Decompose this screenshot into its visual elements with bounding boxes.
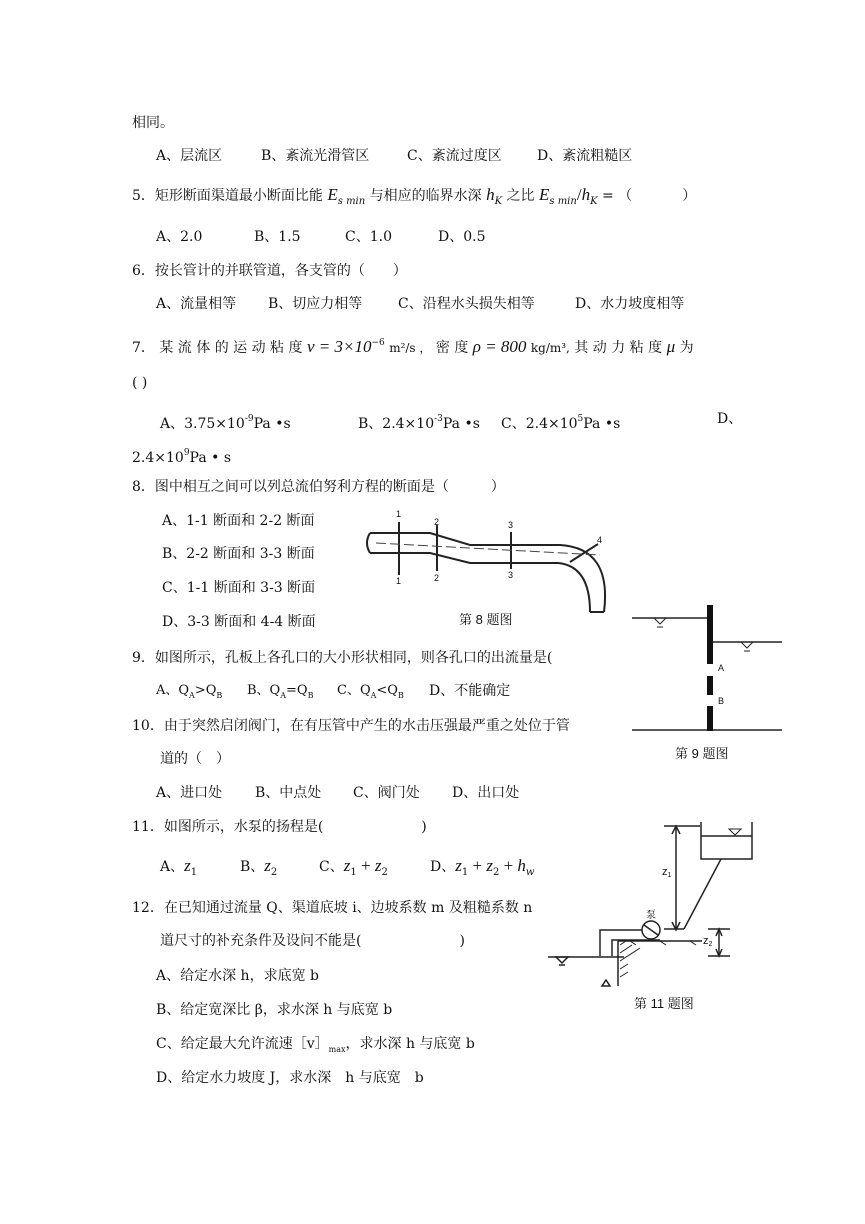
- q11-z2-symbol: z: [703, 935, 709, 947]
- q11-option-d-z1: z: [455, 856, 462, 875]
- q5-ratio-e-sub: s min: [549, 196, 577, 207]
- q12-option-b: B、给定宽深比 β，求水深 h 与底宽 b: [156, 1002, 393, 1018]
- q11-option-c-z2: z: [374, 856, 382, 875]
- q5-ratio-h-sub: K: [590, 196, 598, 207]
- q9-option-a-sub1: A: [189, 691, 195, 700]
- q11-option-b-z: z: [264, 856, 271, 875]
- q11-option-d-plus1: +: [468, 856, 487, 875]
- q12-option-a: A、给定水深 h，求底宽 b: [156, 968, 319, 984]
- q12-stem-line2: 道尺寸的补充条件及设问不能是( ): [160, 933, 465, 949]
- q9-option-c-rel: <Q: [376, 683, 398, 698]
- q6-stem: 6．按长管计的并联管道，各支管的（ ）: [132, 263, 407, 279]
- q7-option-b-unit: Pa •s: [442, 416, 480, 432]
- q11-z1-sub: 1: [667, 872, 672, 879]
- q7-option-b-text: B、2.4×10: [358, 416, 435, 432]
- q10-stem-line2: 道的（ ）: [160, 751, 230, 767]
- q7-option-d-exp: 9: [183, 448, 190, 458]
- q11-pump-label: 泵: [646, 910, 656, 921]
- q11-option-a-z: z: [184, 856, 191, 875]
- q8-option-d: D、3-3 断面和 4-4 断面: [162, 614, 316, 630]
- q12-option-c-post: ，求水深 h 与底宽 b: [345, 1036, 475, 1052]
- q7-pre: 7． 某 流 体 的 运 动 粘 度: [132, 340, 303, 356]
- q7-option-c-exp: 5: [577, 414, 584, 424]
- q9-option-a-rel: >Q: [194, 683, 217, 698]
- q7-option-a-exp: -9: [244, 414, 254, 424]
- q10-option-b: B、中点处: [255, 785, 322, 801]
- q11-option-d-h: h: [517, 856, 526, 875]
- q7-density-label: 密 度: [435, 340, 469, 356]
- q9-option-b-sub2: B: [307, 691, 314, 700]
- q8-section-label-3-top: 3: [508, 520, 514, 530]
- q11-option-c-z1: z: [343, 856, 351, 875]
- q7-density-unit: kg/m³,: [530, 341, 570, 355]
- q11-option-c-label: C、: [319, 859, 344, 875]
- q8-option-a: A、1-1 断面和 2-2 断面: [162, 513, 315, 529]
- q9-caption: 第 9 题图: [675, 746, 729, 761]
- q11-z2-sub: 2: [708, 941, 713, 948]
- q6-option-a: A、流量相等: [156, 296, 237, 312]
- q8-section-label-3-bottom: 3: [508, 570, 514, 580]
- q5-ratio-h: h: [581, 185, 591, 204]
- q11-z1-symbol: z: [662, 866, 668, 878]
- q5-option-b: B、1.5: [254, 229, 301, 245]
- q5-e-sub: s min: [337, 196, 366, 207]
- q8-caption: 第 8 题图: [459, 612, 513, 627]
- q9-orifice-label-a: A: [718, 663, 725, 673]
- q9-option-a-text: A、Q: [156, 683, 190, 698]
- q7-option-d-unit: Pa • s: [189, 450, 232, 466]
- q8-section-label-1-top: 1: [396, 509, 402, 519]
- q11-option-d-sub1: 1: [461, 867, 469, 878]
- q12-option-c-pre: C、给定最大允许流速［v］: [156, 1036, 329, 1052]
- q5-ratio-pre: 之比: [506, 188, 535, 204]
- q11-option-d-label: D、: [430, 859, 456, 875]
- q10-option-c: C、阀门处: [353, 785, 420, 801]
- q4-option-b: B、紊流光滑管区: [261, 148, 370, 164]
- q11-option-c-plus: +: [356, 856, 375, 875]
- q7-mu-symbol: μ: [666, 337, 676, 356]
- q7-viscosity-unit: m²/s ，: [389, 341, 432, 355]
- q8-section-label-4: 4: [597, 535, 603, 545]
- q10-option-d: D、出口处: [452, 785, 520, 801]
- q11-option-c-sub1: 1: [350, 867, 357, 878]
- q11-caption: 第 11 题图: [634, 996, 694, 1011]
- q7-viscosity-exp: −6: [371, 338, 385, 348]
- q5-pre: 5．矩形断面渠道最小断面比能: [132, 188, 323, 204]
- q4-continuation: 相同。: [132, 115, 174, 131]
- q12-option-d: D、给定水力坡度 J，求水深 h 与底宽 b: [156, 1070, 424, 1086]
- q7-option-b-exp: -3: [434, 414, 443, 424]
- q5-mid: 与相应的临界水深: [369, 188, 482, 204]
- q9-option-b-sub1: A: [280, 691, 286, 700]
- q5-option-c: C、1.0: [345, 229, 392, 245]
- q10-option-a: A、进口处: [156, 785, 223, 801]
- q5-h-sub: K: [494, 196, 503, 207]
- q7-option-c-unit: Pa •s: [583, 416, 621, 432]
- q8-section-label-1-bottom: 1: [396, 576, 402, 586]
- q9-option-c-sub1: A: [370, 691, 377, 700]
- q9-option-d: D、不能确定: [429, 683, 511, 699]
- q9-option-b-rel: =Q: [286, 683, 308, 698]
- q11-option-d-z2: z: [486, 856, 493, 875]
- q12-option-c: [156, 1034, 475, 1060]
- q7-mu-label: 其 动 力 粘 度: [574, 340, 663, 356]
- q7-post: 为: [679, 340, 694, 356]
- q5-e-symbol: E: [327, 185, 338, 204]
- q7-option-d-label: D、: [717, 411, 743, 427]
- q10-stem-line1: 10．由于突然启闭阀门，在有压管中产生的水击压强最严重之处位于管: [132, 718, 570, 734]
- q9-orifice-label-b: B: [718, 696, 725, 706]
- q6-option-b: B、切应力相等: [268, 296, 363, 312]
- q11-option-b-label: B、: [240, 859, 265, 875]
- q7-density-expr: ρ = 800: [472, 337, 527, 356]
- q5-ratio-e: E: [539, 185, 550, 204]
- q5-equals: = （: [602, 188, 633, 204]
- q11-option-a-sub: 1: [190, 867, 198, 878]
- q11-option-a-label: A、: [160, 859, 185, 875]
- q9-option-a-sub2: B: [216, 691, 223, 700]
- q11-stem: 11．如图所示，水泵的扬程是( ): [132, 819, 427, 835]
- q8-option-b: B、2-2 断面和 3-3 断面: [162, 546, 315, 562]
- q12-stem-line1: 12．在已知通过流量 Q、渠道底坡 i、边坡系数 m 及粗糙系数 n: [132, 900, 533, 916]
- q7-option-d-text: 2.4×10: [132, 450, 184, 466]
- q11-z2-label: [703, 935, 712, 948]
- q9-option-b-text: B、Q: [247, 683, 281, 698]
- q9-stem: 9．如图所示，孔板上各孔口的大小形状相同，则各孔口的出流量是(: [132, 650, 553, 666]
- q8-section-label-2-top: 2: [434, 517, 440, 527]
- q7-option-a-text: A、3.75×10: [160, 416, 245, 432]
- q6-option-c: C、沿程水头损失相等: [398, 296, 535, 312]
- q11-option-d-plus2: +: [499, 856, 518, 875]
- q4-option-d: D、紊流粗糙区: [537, 148, 633, 164]
- q11-option-c-sub2: 2: [381, 867, 388, 878]
- q4-option-c: C、紊流过度区: [407, 148, 502, 164]
- q8-stem: 8．图中相互之间可以列总流伯努利方程的断面是（ ）: [132, 479, 505, 495]
- q7-option-a-unit: Pa •s: [253, 416, 291, 432]
- q8-option-c: C、1-1 断面和 3-3 断面: [162, 580, 316, 596]
- q11-option-d-sub2: 2: [492, 867, 500, 878]
- q4-option-a: A、层流区: [156, 148, 223, 164]
- q12-option-c-sub: max: [328, 1045, 346, 1054]
- q9-option-c-sub2: B: [397, 691, 404, 700]
- q5-h-symbol: h: [486, 185, 495, 204]
- q7-paren: ( ): [132, 375, 148, 391]
- q5-stem: 5．矩形断面渠道最小断面比能 $E_{s min}$ 与相应的临界水深 $h_K$ 之比 $E_{s min}/h_K$ = （ ）: [132, 185, 697, 207]
- q5-option-a: A、2.0: [156, 229, 203, 245]
- q6-option-d: D、水力坡度相等: [575, 296, 685, 312]
- q8-section-label-2-bottom: 2: [434, 573, 440, 583]
- q11-option-b-sub: 2: [270, 867, 278, 878]
- q11-z1-label: [662, 866, 671, 879]
- q5-close: ）: [682, 188, 697, 204]
- q9-option-c-text: C、Q: [337, 683, 371, 698]
- q11-option-d-sub3: w: [525, 867, 535, 878]
- q7-viscosity-expr: ν = 3×10: [306, 337, 372, 356]
- q5-option-d: D、0.5: [438, 229, 486, 245]
- q7-option-c-text: C、2.4×10: [501, 416, 578, 432]
